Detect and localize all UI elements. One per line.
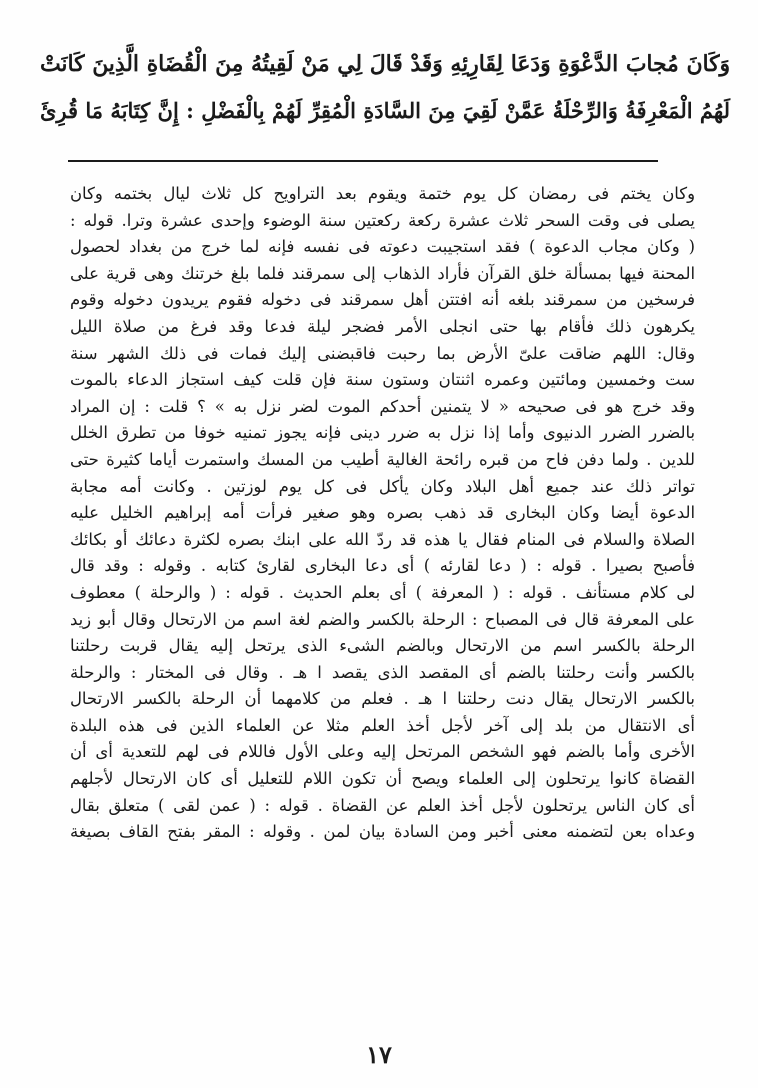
commentary-line: وقد خرج هو فى صحيحه « لا يتمنين أحدكم الموت لضر نزل به » ؟ قلت : إن المراد	[70, 396, 695, 416]
commentary-line: للدين . ولما دفن فاح من قبره رائحة الغالية أطيب من المسك واستمرت أياما كثيرة حتى	[70, 449, 695, 469]
commentary-line: لى كلام مستأنف . قوله : ( المعرفة ) أى بعلم الحديث . قوله : ( والرحلة ) معطوف	[70, 582, 695, 602]
commentary-line: يصلى فى وقت السحر ثلاث عشرة ركعة ركعتين سنة الوضوء وإحدى عشرة وترا. قوله :	[70, 210, 695, 230]
commentary-line: فأصبح بصيرا . قوله : ( دعا لقارئه ) أى دعا البخارى لقارئ كتابه . وقوله : وقد قال	[70, 556, 695, 576]
commentary-line: بالكسر وأنت رحلتنا بالضم أى المقصد الذى يقصد ا هـ . وقال فى المختار : والرحلة	[70, 662, 695, 682]
commentary-text	[70, 181, 695, 846]
commentary-line: المحنة فيها بمسألة خلق القرآن فأراد الذهاب إلى سمرقند فلما بلغ خرتنك وهى قرية على	[70, 263, 695, 283]
commentary-line: ست وخمسين ومائتين وعمره اثنتان وستون سنة فإن قلت كيف استجاز الدعاء بالموت	[70, 370, 695, 390]
matn-verse	[40, 42, 730, 134]
commentary-line: ( وكان مجاب الدعوة ) فقد استجيبت دعوته فى نفسه فإنه لما خرج من بغداد لحصول	[70, 237, 695, 257]
horizontal-rule	[68, 160, 658, 162]
commentary-line: فرسخين من سمرقند بلغه أنه افتتن أهل سمرقند فى دخوله فقوم يريدون دخوله وقوم	[70, 290, 695, 310]
page-number: ١٧	[366, 1040, 392, 1069]
commentary-line: بالكسر الارتحال يقال دنت رحلتنا ا هـ . فعلم من كلامهما أن الرحلة بالكسر الارتحال	[70, 689, 695, 709]
commentary-line: الأخرى وأما بالضم فهو الشخص المرتحل إليه وعلى الأول فاللام فى لهم للتعدية أى أن	[70, 742, 695, 762]
commentary-line: تواتر ذلك عند جميع أهل البلاد وكان يأكل فى كل يوم لوزتين . وكانت أمه مجابة	[70, 476, 695, 496]
commentary-line: يكرهون ذلك فأقام بها حتى انجلى الأمر فضجر ليلة فدعا وقد فرغ من صلاة الليل	[70, 316, 695, 336]
verse-line-2: لَهُمُ الْمَعْرِفَةُ وَالرِّحْلَةُ عَمَّنْ لَقِيَ مِنَ السَّادَةِ الْمُقِرِّ لَهُمْ بِالْفَضْلِ : إِنَّ كِتَابَهُ مَا قُرِئَ	[40, 98, 730, 123]
commentary-line: وكان يختم فى رمضان كل يوم ختمة ويقوم بعد التراويح كل ثلاث ليال بختمه وكان	[70, 184, 695, 203]
commentary-line: أى كان الناس يرتحلون لأجل أخذ العلم عن القضاة . قوله : ( عمن لقى ) متعلق بقال	[70, 795, 695, 815]
commentary-line: على المعرفة قال فى المصباح : الرحلة بالكسر والضم لغة اسم من الارتحال وقال أبو زيد	[70, 609, 695, 629]
commentary-line: الصلاة والسلام فى المنام فقال يا هذه قد ردّ الله على ابنك بصره لكثرة دعائك أو بكائك	[70, 529, 695, 549]
commentary-line: الرحلة بالكسر اسم من الارتحال وبالضم الشىء الذى يرتحل إليه يقال قربت رحلتنا	[70, 636, 695, 656]
commentary-line: وقال: اللهم ضاقت علىّ الأرض بما رحبت فاقبضنى إليك فمات فى ذلك الشهر سنة	[70, 343, 695, 363]
commentary-line: وعداه بعن لتضمنه معنى أخبر ومن السادة بيان لمن . وقوله : المقر بفتح القاف بصيغة	[70, 822, 695, 842]
commentary-line: أى الانتقال من بلد إلى آخر لأجل أخذ العلم مثلا عن العلماء الذين فى هذه البلدة	[70, 715, 695, 735]
commentary-line: بالضرر الضرر الدنيوى وأما إذا نزل به ضرر دينى فإنه يجوز تمنيه خوفا من تطرق الخلل	[70, 423, 695, 443]
verse-line-1: وَكَانَ مُجابَ الدَّعْوَةِ وَدَعَا لِقَارِئِهِ وَقَدْ قَالَ لِي مَنْ لَقِيتُهُ مِنَ الْقُضَاةِ الَّذِينَ كَانَتْ	[40, 52, 730, 77]
commentary-line: القضاة كانوا يرتحلون إلى العلماء ويصح أن تكون اللام للتعليل أى كان الارتحال لأجلهم	[70, 769, 695, 789]
commentary-line: الدعوة أيضا وكان البخارى قد ذهب بصره وهو صغير فرأت أمه إبراهيم الخليل عليه	[70, 503, 695, 523]
